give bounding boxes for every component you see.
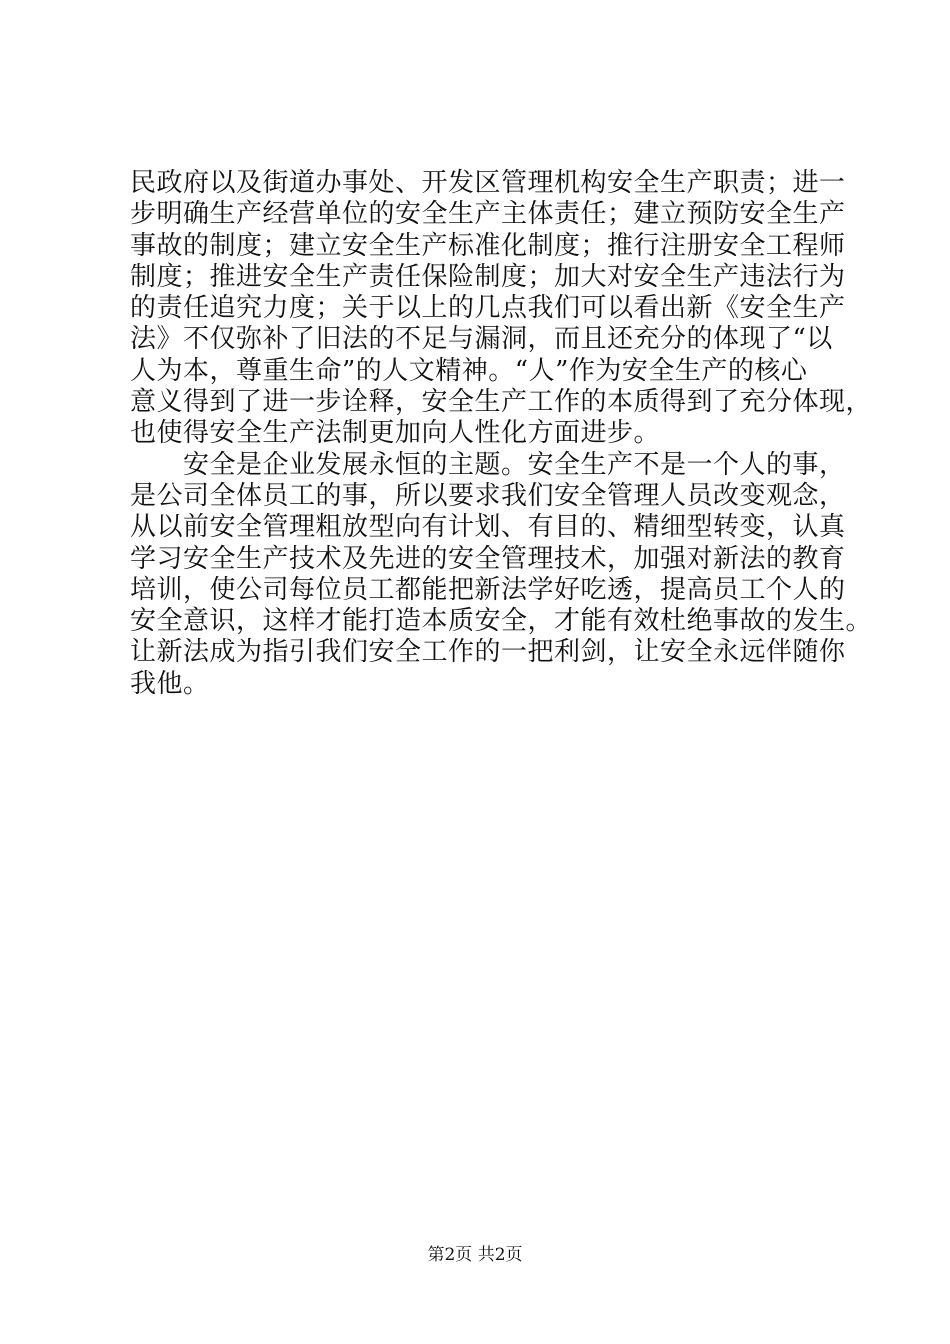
paragraph-2: [130, 449, 873, 700]
text-line: 事故的制度；建立安全生产标准化制度；推行注册安全工程师: [130, 230, 846, 261]
text-line: 是公司全体员工的事，所以要求我们安全管理人员改变观念，: [130, 480, 846, 511]
text-line: 制度；推进安全生产责任保险制度；加大对安全生产违法行为: [130, 261, 846, 292]
page-number-footer: 第2页 共2页: [427, 1245, 523, 1265]
text-line: 安全是企业发展永恒的主题。安全生产不是一个人的事，: [130, 449, 846, 480]
text-line: 人为本，尊重生命”的人文精神。“人”作为安全生产的核心: [130, 355, 808, 386]
text-line: 民政府以及街道办事处、开发区管理机构安全生产职责；进一: [130, 168, 846, 198]
text-line: 学习安全生产技术及先进的安全管理技术，加强对新法的教育: [130, 543, 846, 574]
text-line: 安全意识，这样才能打造本质安全，才能有效杜绝事故的发生。: [130, 606, 873, 637]
text-line: 步明确生产经营单位的安全生产主体责任；建立预防安全生产: [130, 199, 846, 230]
paragraph-1: [130, 168, 873, 450]
text-line: 我他。: [130, 668, 210, 699]
text-line: 法》不仅弥补了旧法的不足与漏洞，而且还充分的体现了“以: [130, 324, 833, 355]
text-line: 的责任追究力度；关于以上的几点我们可以看出新《安全生产: [130, 293, 846, 324]
text-line: 培训，使公司每位员工都能把新法学好吃透，提高员工个人的: [130, 574, 846, 605]
body-text: [130, 168, 873, 700]
text-line: 意义得到了进一步诠释，安全生产工作的本质得到了充分体现，: [130, 387, 873, 418]
text-line: 也使得安全生产法制更加向人性化方面进步。: [130, 418, 661, 449]
text-line: 从以前安全管理粗放型向有计划、有目的、精细型转变，认真: [130, 512, 846, 543]
text-line: 让新法成为指引我们安全工作的一把利剑，让安全永远伴随你: [130, 637, 846, 668]
